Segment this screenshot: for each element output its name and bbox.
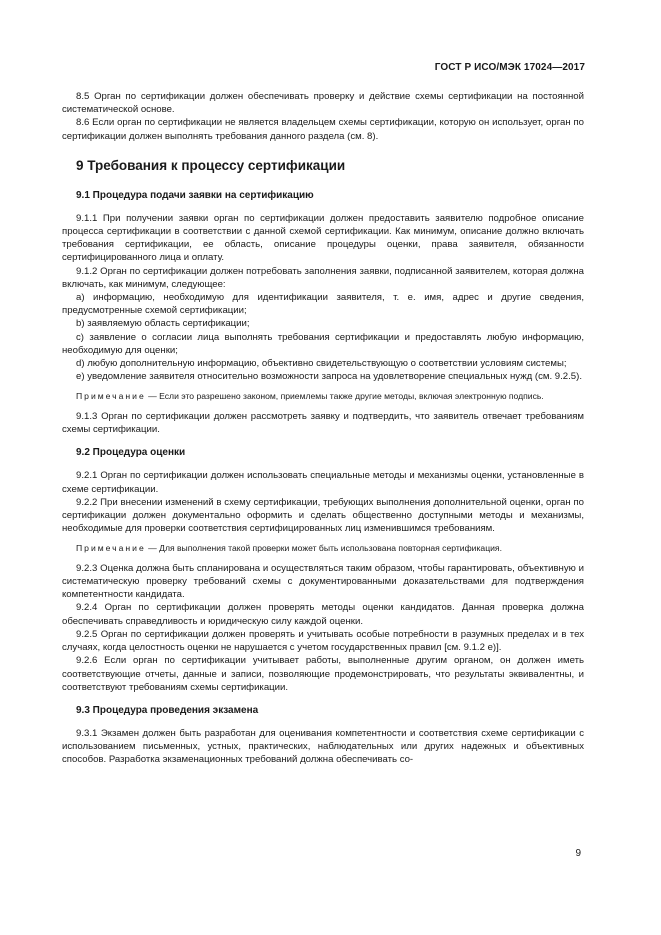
section-9-3-title: 9.3 Процедура проведения экзамена xyxy=(76,704,259,716)
note-9-1 xyxy=(62,390,584,403)
document-body xyxy=(62,90,584,767)
paragraph-9-3-1: 9.3.1 Экзамен должен быть разработан для оценивания компетентности и соответствия схеме сертификации с использованием письменных, устных, практических, наблюдательных или других надежных и объективных способов. Разработка экзаменационных требований должна обеспечивать со- xyxy=(62,727,584,766)
paragraph-9-2-1: 9.2.1 Орган по сертификации должен использовать специальные методы и механизмы оценки, установленные в схеме сертификации. xyxy=(62,470,584,495)
note-label: Примечание xyxy=(76,543,146,554)
note-9-2 xyxy=(62,542,584,555)
paragraph-9-2-5: 9.2.5 Орган по сертификации должен проверять и учитывать особые потребности в разумных пределах и в тех случаях, когда целостность оценки не нарушается с учетом государственных правил [см. 9.1.2 е)]. xyxy=(62,628,584,654)
paragraph-9-2-3: 9.2.3 Оценка должна быть спланирована и осуществляться таким образом, чтобы гарантировать, объективную и систематическую проверку требований схемы с документированными доказательствами для подтверждения компетентности кандидата. xyxy=(62,562,584,601)
section-9-title: 9 Требования к процессу сертификации xyxy=(76,157,346,173)
list-item-e: e) уведомление заявителя относительно возможности запроса на удовлетворение специальных нужд (см. 9.2.5). xyxy=(76,371,583,383)
list-item-b: b) заявляемую область сертификации; xyxy=(76,318,250,330)
list-item-c: c) заявление о согласии лица выполнять требования сертификации и предоставлять любую информацию, необходимую для оценки; xyxy=(62,331,584,356)
paragraph-8-6: 8.6 Если орган по сертификации не является владельцем схемы сертификации, которую он использует, орган по сертификации должен выполнять требования данного раздела (см. 8). xyxy=(62,117,584,142)
paragraph-9-1-1: 9.1.1 При получении заявки орган по сертификации должен предоставить заявителю подробное описание процесса сертификации в соответствии с данной схемой сертификации. Как минимум, описание должно включать требования сертификации, ее область, описание процедуры оценки, права заявителя, обязанности сертифицированного лица и оплату. xyxy=(62,212,584,264)
paragraph-9-1-2: 9.1.2 Орган по сертификации должен потребовать заполнения заявки, подписанной заявителем, которая должна включать, как минимум, следующее: xyxy=(62,265,584,290)
note-label: Примечание xyxy=(76,391,146,402)
paragraph-9-2-6: 9.2.6 Если орган по сертификации учитывает работы, выполненные другим органом, он должен иметь соответствующие отчеты, данные и записи, позволяющие продемонстрировать, что результаты эквивалентны, и соответствуют требованиям схемы сертификации. xyxy=(62,655,584,693)
document-header: ГОСТ Р ИСО/МЭК 17024—2017 xyxy=(434,62,585,73)
paragraph-9-2-2: 9.2.2 При внесении изменений в схему сертификации, требующих выполнения дополнительной оценки, орган по сертификации должен документально оформить и сделать общественно доступными методы и механизмы, необходимые для проверки соответствия сертифицированных лиц изменившимся требованиям. xyxy=(62,496,584,535)
list-item-d: d) любую дополнительную информацию, объективно свидетельствующую о соответствии условиям системы; xyxy=(76,358,567,370)
paragraph-9-2-4: 9.2.4 Орган по сертификации должен проверять методы оценки кандидатов. Данная проверка должна обеспечивать справедливость и юридическую силу каждой оценки. xyxy=(62,602,584,627)
paragraph-9-1-3: 9.1.3 Орган по сертификации должен рассмотреть заявку и подтвердить, что заявитель отвечает требованиям схемы сертификации. xyxy=(62,410,584,436)
paragraph-8-5: 8.5 Орган по сертификации должен обеспечивать проверку и действие схемы сертификации на постоянной систематической основе. xyxy=(62,91,584,116)
note-text: — Если это разрешено законом, приемлемы также другие методы, включая электронную подпись. xyxy=(145,391,544,402)
note-text: — Для выполнения такой проверки может быть использована повторная сертификация. xyxy=(145,543,502,554)
list-item-a: a) информацию, необходимую для идентификации заявителя, т. е. имя, адрес и другие сведения, предусмотренные схемой сертификации; xyxy=(62,292,584,317)
page-number: 9 xyxy=(575,848,581,859)
section-9-2-title: 9.2 Процедура оценки xyxy=(76,447,186,459)
section-9-1-title: 9.1 Процедура подачи заявки на сертификацию xyxy=(76,189,314,201)
